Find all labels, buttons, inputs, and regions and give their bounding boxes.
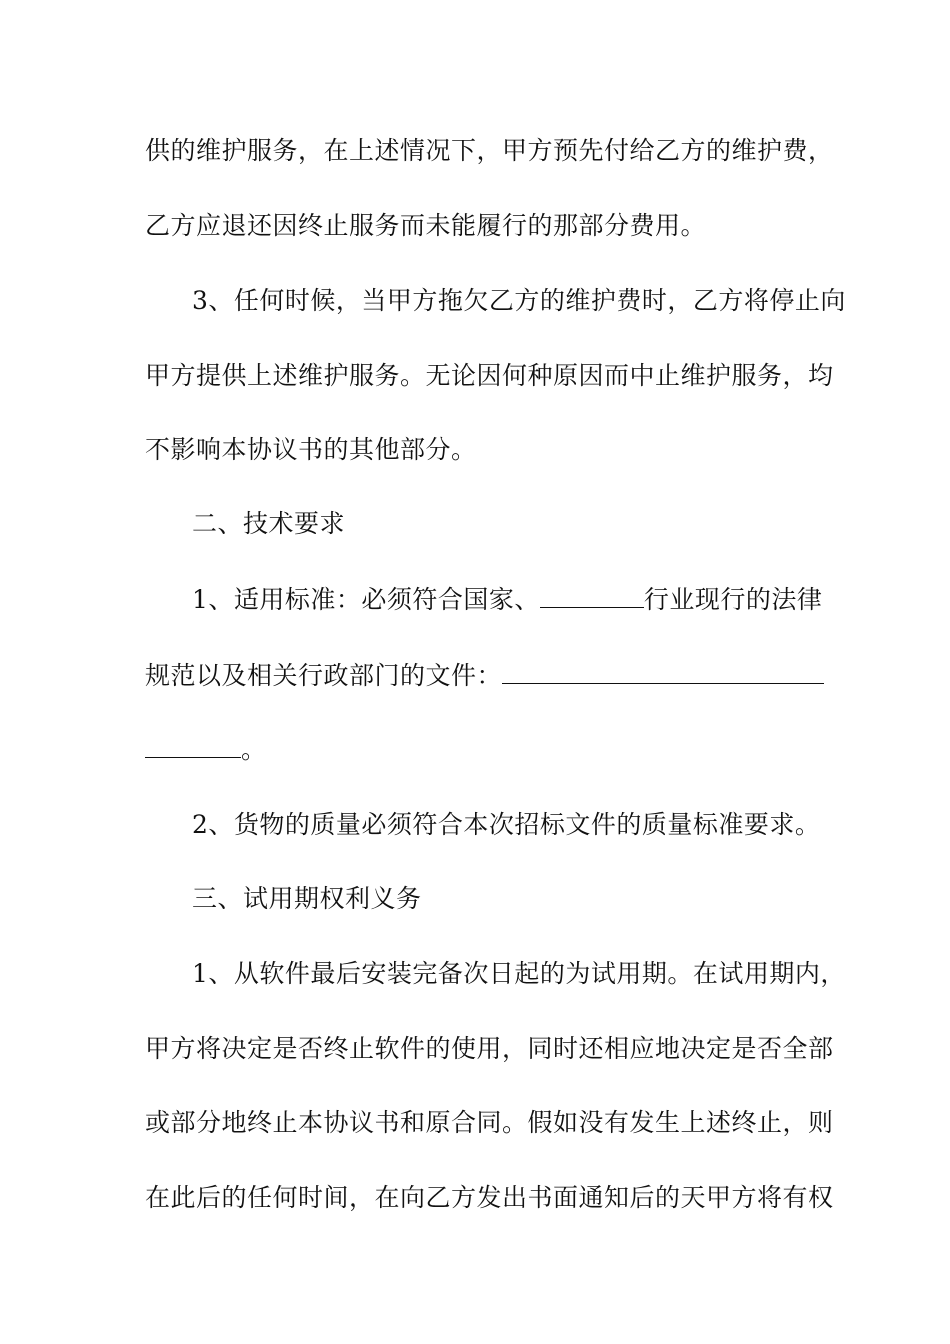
paragraph-line: 不影响本协议书的其他部分。 bbox=[145, 435, 477, 464]
fill-in-blank bbox=[502, 661, 824, 684]
paragraph-line: 或部分地终止本协议书和原合同。假如没有发生上述终止，则 bbox=[145, 1108, 834, 1137]
paragraph-line: 在此后的任何时间，在向乙方发出书面通知后的天甲方将有权 bbox=[145, 1183, 834, 1212]
paragraph-line: 3、任何时候，当甲方拖欠乙方的维护费时，乙方将停止向 bbox=[192, 286, 846, 315]
fill-in-blank bbox=[540, 585, 644, 608]
paragraph-line: 1、从软件最后安装完备次日起的为试用期。在试用期内， bbox=[192, 959, 846, 988]
paragraph-line: 甲方提供上述维护服务。无论因何种原因而中止维护服务，均 bbox=[145, 361, 834, 390]
text-segment: 行业现行的法律 bbox=[643, 585, 823, 614]
paragraph-line bbox=[145, 659, 810, 693]
fill-in-blank bbox=[145, 735, 241, 758]
section-heading: 二、技术要求 bbox=[192, 509, 346, 538]
text-segment: 规范以及相关行政部门的文件： bbox=[145, 661, 503, 690]
paragraph-line: 供的维护服务，在上述情况下，甲方预先付给乙方的维护费， bbox=[145, 136, 834, 165]
text-segment: 。 bbox=[241, 735, 267, 764]
paragraph-line bbox=[192, 583, 823, 617]
section-heading: 三、试用期权利义务 bbox=[192, 884, 422, 913]
paragraph-line: 乙方应退还因终止服务而未能履行的那部分费用。 bbox=[145, 211, 707, 240]
paragraph-line bbox=[145, 733, 810, 767]
paragraph-line: 甲方将决定是否终止软件的使用，同时还相应地决定是否全部 bbox=[145, 1034, 834, 1063]
text-segment: 1、适用标准：必须符合国家、 bbox=[192, 585, 540, 614]
paragraph-line: 2、货物的质量必须符合本次招标文件的质量标准要求。 bbox=[192, 810, 821, 839]
